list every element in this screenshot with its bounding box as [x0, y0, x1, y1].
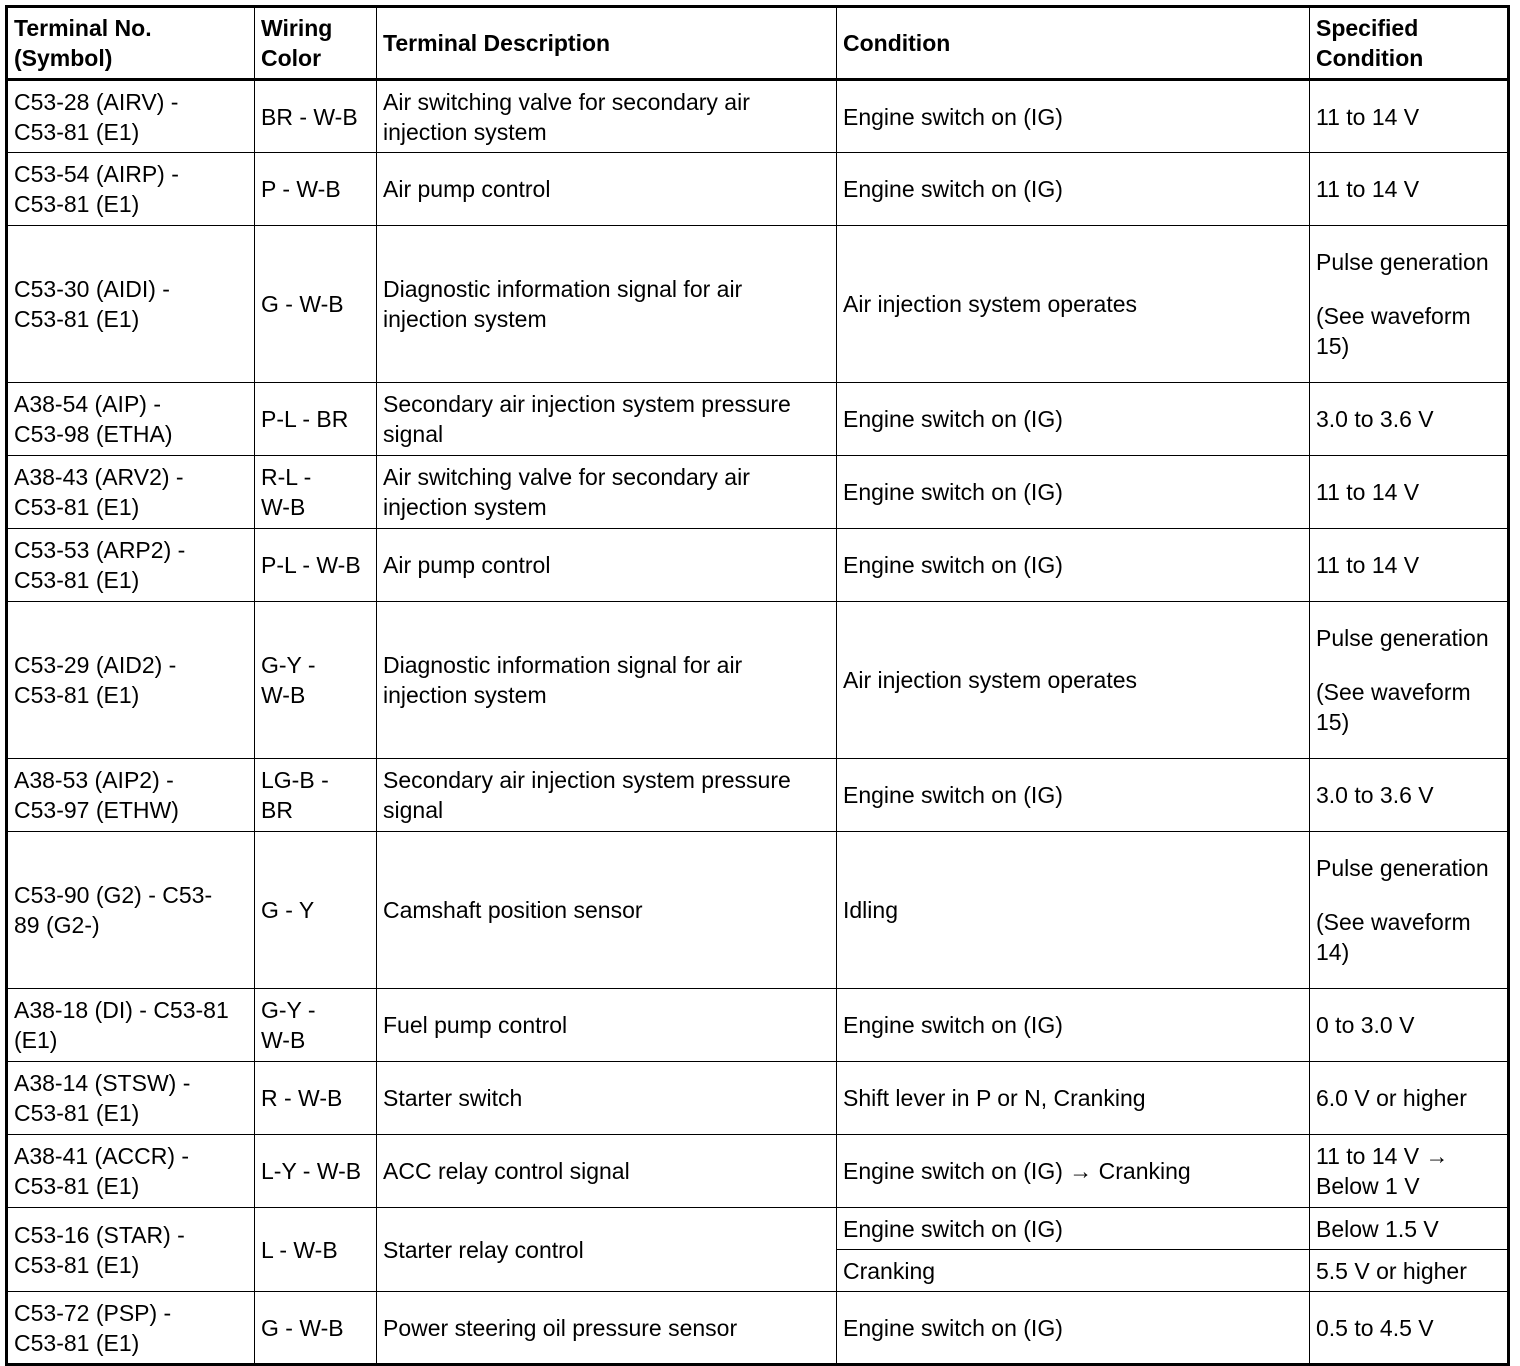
table-row [7, 759, 1509, 832]
condition-cell: Engine switch on (IG) [837, 80, 1310, 153]
spec-cell: 11 to 14 V → Below 1 V [1310, 1135, 1509, 1208]
header-condition: Condition [837, 7, 1310, 80]
header-terminal: Terminal No. (Symbol) [7, 7, 255, 80]
condition-cell: Engine switch on (IG) [837, 529, 1310, 602]
spec-note: (See waveform 15) [1316, 303, 1471, 359]
spec-note: (See waveform 15) [1316, 679, 1471, 735]
table-row [7, 989, 1509, 1062]
description-cell: Fuel pump control [377, 989, 837, 1062]
header-row [7, 7, 1509, 80]
table-row [7, 832, 1509, 989]
table-row [7, 456, 1509, 529]
condition-cell: Engine switch on (IG) → Cranking [837, 1135, 1310, 1208]
condition-cell: Shift lever in P or N, Cranking [837, 1062, 1310, 1135]
spec-cell: 0.5 to 4.5 V [1310, 1292, 1509, 1365]
terminal-cell: A38-54 (AIP) - C53-98 (ETHA) [7, 383, 255, 456]
terminal-cell: C53-72 (PSP) - C53-81 (E1) [7, 1292, 255, 1365]
wiring-cell: G - W-B [255, 226, 377, 383]
wiring-cell: P-L - BR [255, 383, 377, 456]
description-cell: Camshaft position sensor [377, 832, 837, 989]
condition-cell: Engine switch on (IG) [837, 383, 1310, 456]
table-row [7, 1062, 1509, 1135]
terminal-cell: A38-41 (ACCR) - C53-81 (E1) [7, 1135, 255, 1208]
wiring-cell: G-Y - W-B [255, 602, 377, 759]
condition-cell: Cranking [837, 1250, 1310, 1292]
spec-cell: 11 to 14 V [1310, 456, 1509, 529]
terminal-cell: A38-43 (ARV2) - C53-81 (E1) [7, 456, 255, 529]
wiring-cell: P - W-B [255, 153, 377, 226]
table-row [7, 383, 1509, 456]
condition-cell: Air injection system operates [837, 602, 1310, 759]
condition-cell: Idling [837, 832, 1310, 989]
terminal-cell: A38-53 (AIP2) - C53-97 (ETHW) [7, 759, 255, 832]
spec-cell: 5.5 V or higher [1310, 1250, 1509, 1292]
wiring-cell: L-Y - W-B [255, 1135, 377, 1208]
condition-cell: Engine switch on (IG) [837, 759, 1310, 832]
description-cell: Starter relay control [377, 1208, 837, 1292]
wiring-cell: R-L - W-B [255, 456, 377, 529]
condition-cell: Engine switch on (IG) [837, 1292, 1310, 1365]
wiring-cell: P-L - W-B [255, 529, 377, 602]
spec-cell: 3.0 to 3.6 V [1310, 759, 1509, 832]
wiring-cell: G-Y - W-B [255, 989, 377, 1062]
description-cell: Air pump control [377, 153, 837, 226]
table-row [7, 153, 1509, 226]
description-cell: Air switching valve for secondary air injection system [377, 80, 837, 153]
table-row [7, 1292, 1509, 1365]
spec-cell: 6.0 V or higher [1310, 1062, 1509, 1135]
spec-note: (See waveform 14) [1316, 909, 1471, 965]
spec-cell: 11 to 14 V [1310, 80, 1509, 153]
wiring-cell: LG-B - BR [255, 759, 377, 832]
spec-value: Pulse generation [1316, 855, 1489, 881]
condition-cell: Engine switch on (IG) [837, 456, 1310, 529]
terminal-cell: C53-54 (AIRP) - C53-81 (E1) [7, 153, 255, 226]
description-cell: Secondary air injection system pressure signal [377, 383, 837, 456]
condition-cell: Air injection system operates [837, 226, 1310, 383]
terminal-cell: C53-28 (AIRV) - C53-81 (E1) [7, 80, 255, 153]
description-cell: ACC relay control signal [377, 1135, 837, 1208]
terminal-cell: C53-90 (G2) - C53- 89 (G2-) [7, 832, 255, 989]
condition-cell: Engine switch on (IG) [837, 989, 1310, 1062]
spec-cell: Below 1.5 V [1310, 1208, 1509, 1250]
terminal-cell: A38-14 (STSW) - C53-81 (E1) [7, 1062, 255, 1135]
terminal-spec-table [5, 5, 1510, 1366]
wiring-cell: L - W-B [255, 1208, 377, 1292]
spec-cell [1310, 602, 1509, 759]
condition-cell: Engine switch on (IG) [837, 153, 1310, 226]
table-row [7, 1135, 1509, 1208]
spec-cell: 11 to 14 V [1310, 153, 1509, 226]
spec-cell: 11 to 14 V [1310, 529, 1509, 602]
table-row [7, 80, 1509, 153]
description-cell: Starter switch [377, 1062, 837, 1135]
description-cell: Diagnostic information signal for air injection system [377, 226, 837, 383]
wiring-cell: BR - W-B [255, 80, 377, 153]
terminal-cell: C53-30 (AIDI) - C53-81 (E1) [7, 226, 255, 383]
spec-cell: 0 to 3.0 V [1310, 989, 1509, 1062]
terminal-cell: C53-53 (ARP2) - C53-81 (E1) [7, 529, 255, 602]
terminal-cell: A38-18 (DI) - C53-81 (E1) [7, 989, 255, 1062]
spec-cell [1310, 832, 1509, 989]
header-specified-condition: Specified Condition [1310, 7, 1509, 80]
description-cell: Power steering oil pressure sensor [377, 1292, 837, 1365]
description-cell: Air switching valve for secondary air injection system [377, 456, 837, 529]
wiring-cell: G - Y [255, 832, 377, 989]
wiring-cell: R - W-B [255, 1062, 377, 1135]
condition-cell: Engine switch on (IG) [837, 1208, 1310, 1250]
description-cell: Secondary air injection system pressure signal [377, 759, 837, 832]
spec-value: Pulse generation [1316, 625, 1489, 651]
header-wiring-color: Wiring Color [255, 7, 377, 80]
spec-value: Pulse generation [1316, 249, 1489, 275]
description-cell: Air pump control [377, 529, 837, 602]
spec-cell [1310, 226, 1509, 383]
terminal-cell: C53-16 (STAR) - C53-81 (E1) [7, 1208, 255, 1292]
table-row [7, 1208, 1509, 1250]
table-row [7, 529, 1509, 602]
table-row [7, 602, 1509, 759]
header-terminal-description: Terminal Description [377, 7, 837, 80]
description-cell: Diagnostic information signal for air injection system [377, 602, 837, 759]
spec-cell: 3.0 to 3.6 V [1310, 383, 1509, 456]
wiring-cell: G - W-B [255, 1292, 377, 1365]
table-row [7, 226, 1509, 383]
terminal-cell: C53-29 (AID2) - C53-81 (E1) [7, 602, 255, 759]
